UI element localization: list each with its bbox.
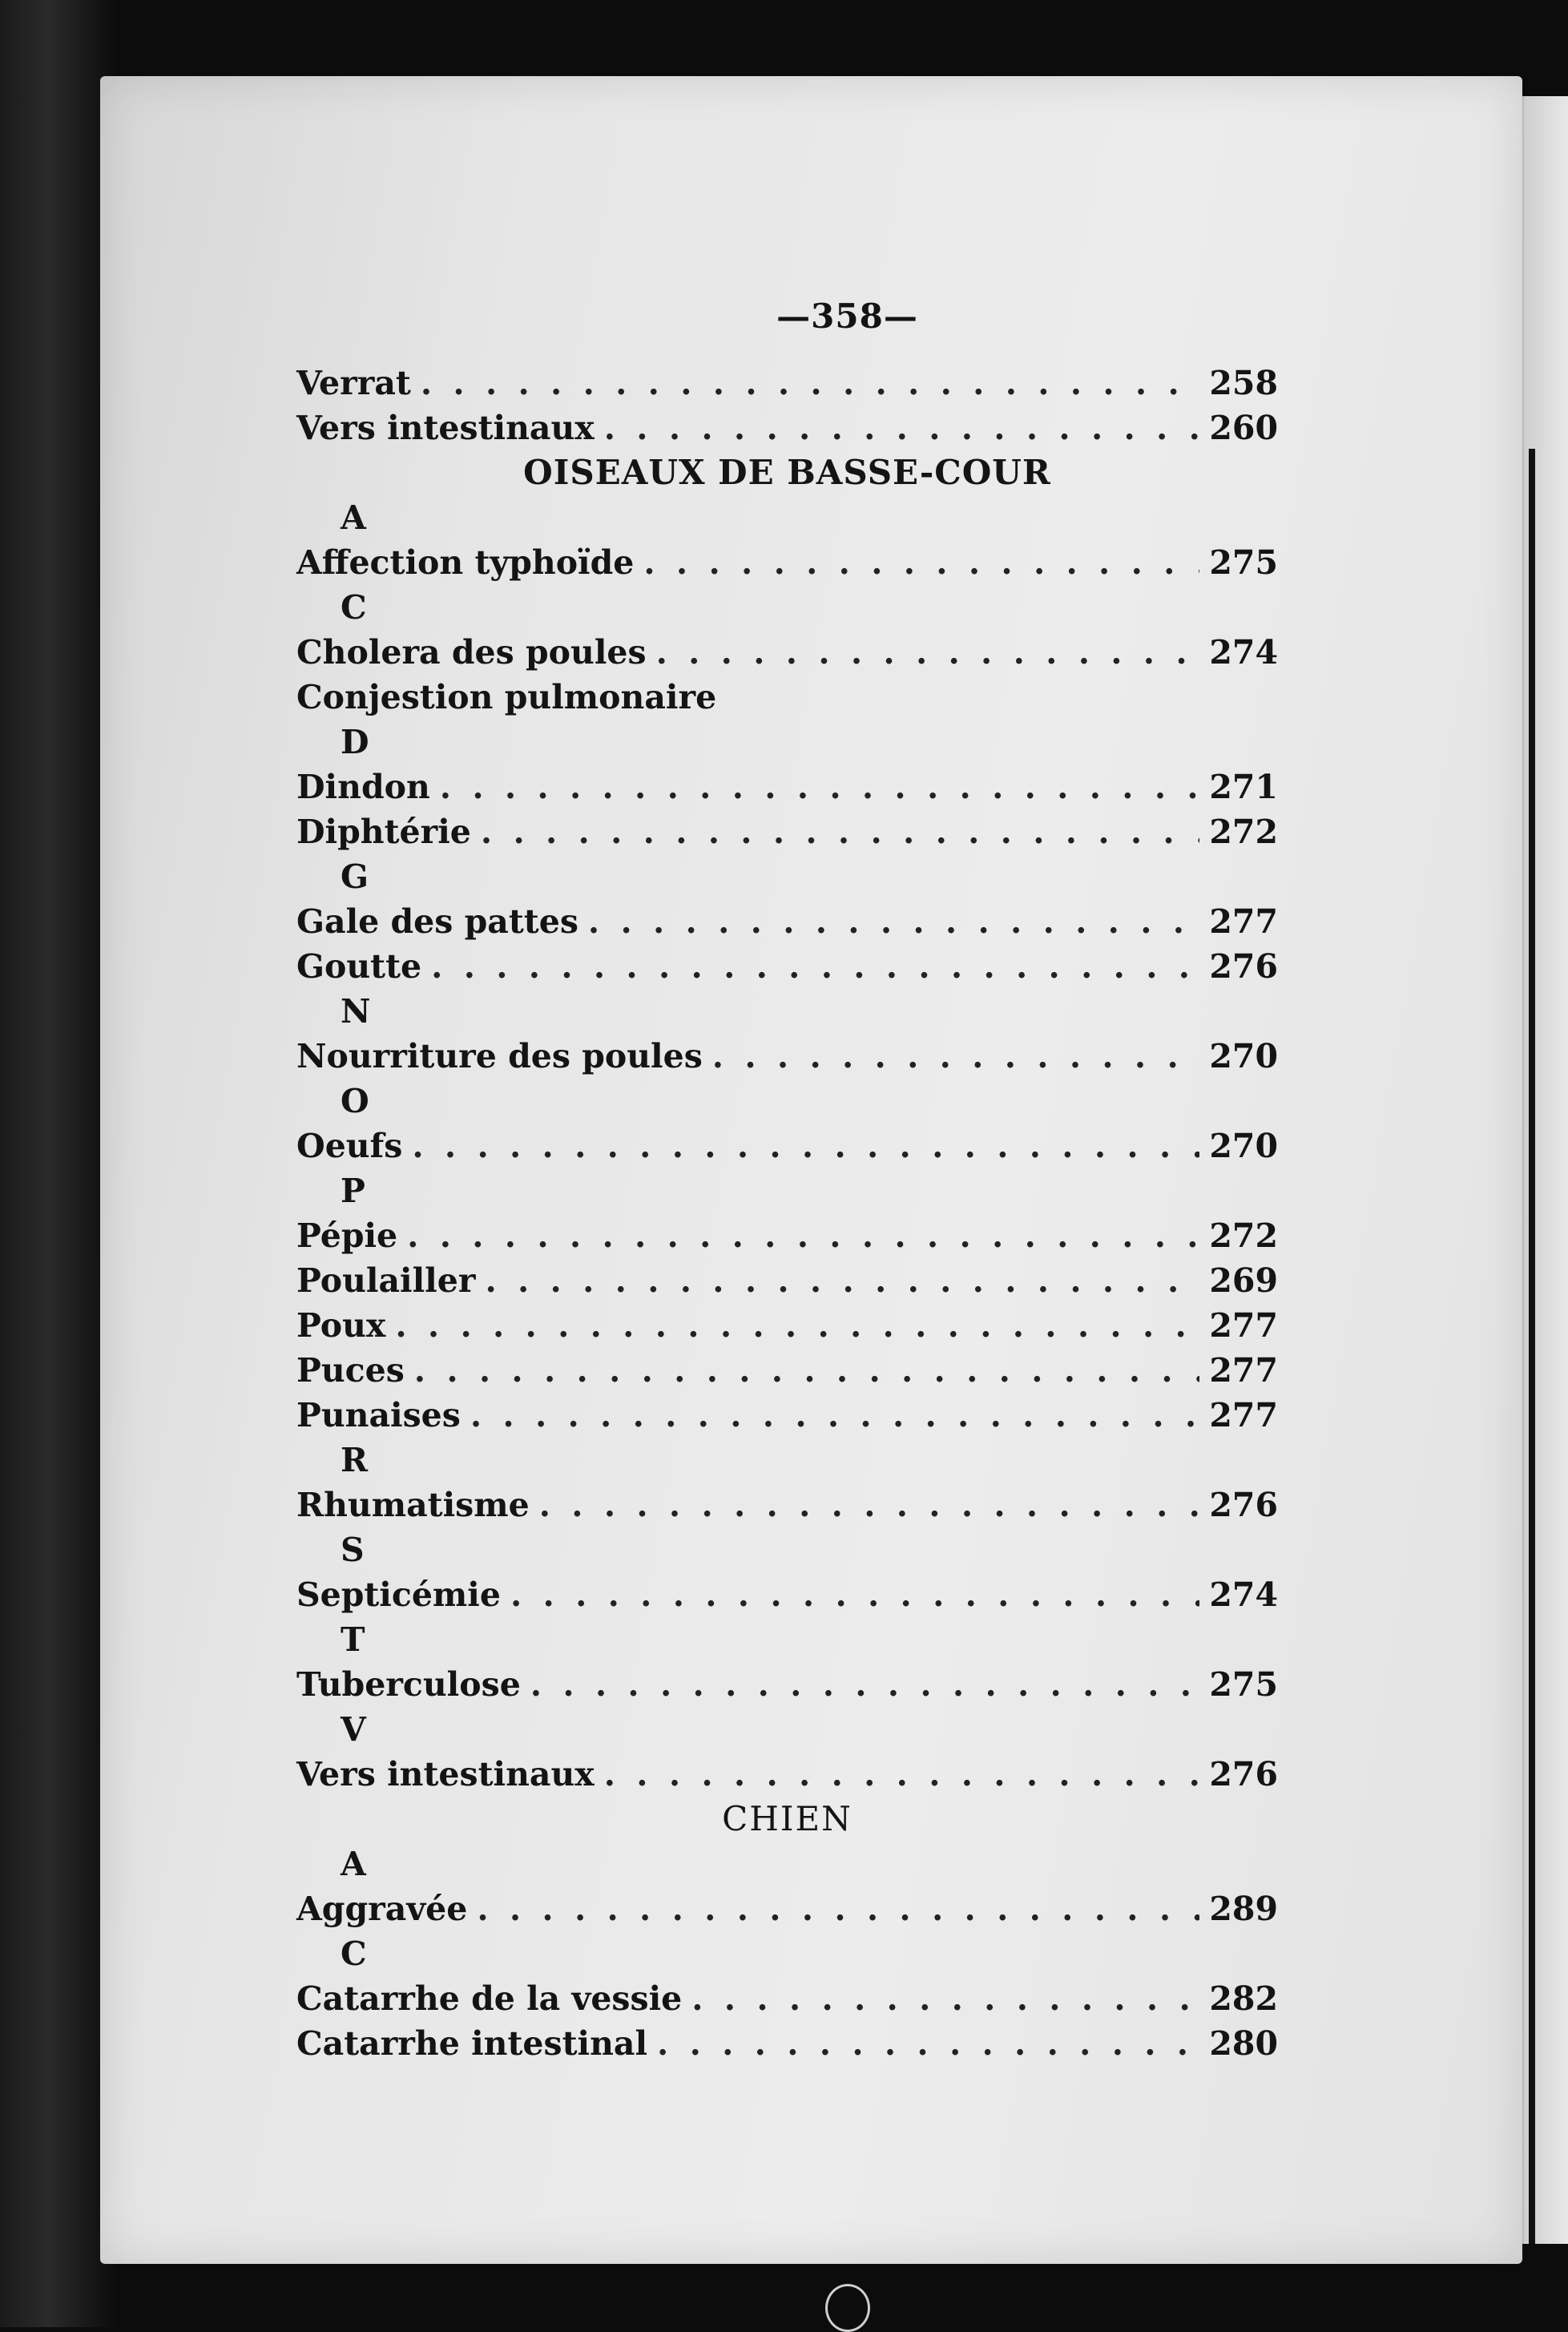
index-entry: [296, 1886, 1278, 1931]
entry-page-number: 269: [1209, 1261, 1278, 1300]
alphabet-letter: A: [341, 498, 366, 537]
leader-dots: [604, 405, 1200, 450]
index-entry: [296, 1393, 1278, 1438]
leader-dots: [510, 1572, 1199, 1617]
entry-page-number: 280: [1209, 2024, 1278, 2063]
entry-page-number: 276: [1209, 1486, 1278, 1524]
index-entry: [296, 361, 1278, 405]
entry-label: Puces: [296, 1351, 405, 1390]
entry-label: Goutte: [296, 947, 422, 986]
entry-page-number: 282: [1209, 1979, 1278, 2018]
entry-label: Catarrhe intestinal: [296, 2024, 648, 2063]
index-entry: [296, 2021, 1278, 2066]
section-heading: OISEAUX DE BASSE-COUR: [523, 453, 1051, 492]
entry-page-number: 289: [1209, 1890, 1278, 1928]
leader-dots: [485, 1258, 1199, 1303]
scan-artifact: [825, 2284, 870, 2332]
leader-dots: [470, 1393, 1200, 1438]
index-entry: [296, 405, 1278, 450]
leader-dots: [481, 809, 1200, 854]
leader-dots: [407, 1213, 1199, 1258]
alphabet-letter: N: [341, 992, 371, 1031]
alphabet-letter: O: [341, 1082, 369, 1120]
index-entry: [296, 765, 1278, 809]
index-entry: [296, 1572, 1278, 1617]
entry-page-number: 272: [1209, 813, 1278, 851]
index-entry: [296, 1348, 1278, 1393]
index-entry: [296, 540, 1278, 585]
entry-label: Rhumatisme: [296, 1486, 530, 1524]
index-content: [296, 288, 1278, 2066]
entry-page-number: 258: [1209, 364, 1278, 402]
index-entry: [296, 1976, 1278, 2021]
entry-label: Conjestion pulmonaire: [296, 678, 717, 716]
entry-page-number: 276: [1209, 947, 1278, 986]
section-heading: CHIEN: [722, 1799, 853, 1838]
entry-page-number: 274: [1209, 1576, 1278, 1614]
alphabet-letter: G: [341, 857, 369, 896]
entry-label: Affection typhoïde: [296, 543, 635, 582]
index-entry: [296, 675, 1278, 720]
entry-page-number: 270: [1209, 1127, 1278, 1165]
leader-dots: [712, 1034, 1200, 1079]
entry-label: Catarrhe de la vessie: [296, 1979, 683, 2018]
entry-label: Vers intestinaux: [296, 409, 595, 447]
leader-dots: [395, 1303, 1199, 1348]
entry-label: Oeufs: [296, 1127, 403, 1165]
leader-dots: [414, 1348, 1200, 1393]
entry-label: Poux: [296, 1306, 386, 1345]
index-entry: [296, 899, 1278, 944]
alphabet-letter: A: [341, 1845, 366, 1883]
index-entry: [296, 1303, 1278, 1348]
index-entry: [296, 1034, 1278, 1079]
entry-page-number: 277: [1209, 1351, 1278, 1390]
entry-label: Verrat: [296, 364, 411, 402]
index-entry: [296, 630, 1278, 675]
leader-dots: [691, 1976, 1199, 2021]
entry-label: Cholera des poules: [296, 633, 647, 672]
entry-label: Poulailler: [296, 1261, 476, 1300]
alphabet-letter: C: [341, 588, 367, 627]
entry-label: Vers intestinaux: [296, 1755, 595, 1793]
entry-page-number: 260: [1209, 409, 1278, 447]
page-number: —358—: [776, 297, 918, 336]
alphabet-letter: D: [341, 723, 369, 761]
entry-label: Diphtérie: [296, 813, 471, 851]
alphabet-letter: S: [341, 1531, 365, 1569]
index-entry: [296, 1752, 1278, 1797]
index-entry: [296, 1213, 1278, 1258]
leader-dots: [530, 1662, 1200, 1707]
leader-dots: [477, 1886, 1199, 1931]
alphabet-letter: T: [341, 1620, 365, 1659]
index-entry: [296, 1258, 1278, 1303]
leader-dots: [657, 2021, 1199, 2066]
entry-page-number: 277: [1209, 902, 1278, 941]
index-entry: [296, 1124, 1278, 1168]
entry-page-number: 272: [1209, 1216, 1278, 1255]
alphabet-letter: V: [341, 1710, 366, 1749]
entry-label: Tuberculose: [296, 1665, 521, 1704]
entry-label: Dindon: [296, 768, 430, 806]
entry-label: Aggravée: [296, 1890, 468, 1928]
entry-page-number: 275: [1209, 543, 1278, 582]
index-list: [296, 361, 1278, 2066]
entry-label: Gale des pattes: [296, 902, 578, 941]
leader-dots: [440, 765, 1200, 809]
leader-dots: [643, 540, 1199, 585]
leader-dots: [412, 1124, 1199, 1168]
entry-page-number: 271: [1209, 768, 1278, 806]
entry-page-number: 277: [1209, 1306, 1278, 1345]
leader-dots: [431, 944, 1199, 989]
entry-label: Septicémie: [296, 1576, 501, 1614]
entry-label: Pépie: [296, 1216, 398, 1255]
entry-page-number: 270: [1209, 1037, 1278, 1075]
leader-dots: [539, 1483, 1200, 1527]
index-entry: [296, 944, 1278, 989]
entry-page-number: 274: [1209, 633, 1278, 672]
leader-dots: [656, 630, 1200, 675]
leader-dots: [604, 1752, 1200, 1797]
index-entry: [296, 1662, 1278, 1707]
alphabet-letter: P: [341, 1172, 365, 1210]
leader-dots: [421, 361, 1200, 405]
index-entry: [296, 1483, 1278, 1527]
index-entry: [296, 809, 1278, 854]
entry-label: Punaises: [296, 1396, 461, 1434]
entry-label: Nourriture des poules: [296, 1037, 703, 1075]
entry-page-number: 275: [1209, 1665, 1278, 1704]
page-gutter-line: [1529, 449, 1535, 2244]
entry-page-number: 276: [1209, 1755, 1278, 1793]
leader-dots: [588, 899, 1200, 944]
alphabet-letter: R: [341, 1441, 369, 1479]
alphabet-letter: C: [341, 1935, 367, 1973]
entry-page-number: 277: [1209, 1396, 1278, 1434]
